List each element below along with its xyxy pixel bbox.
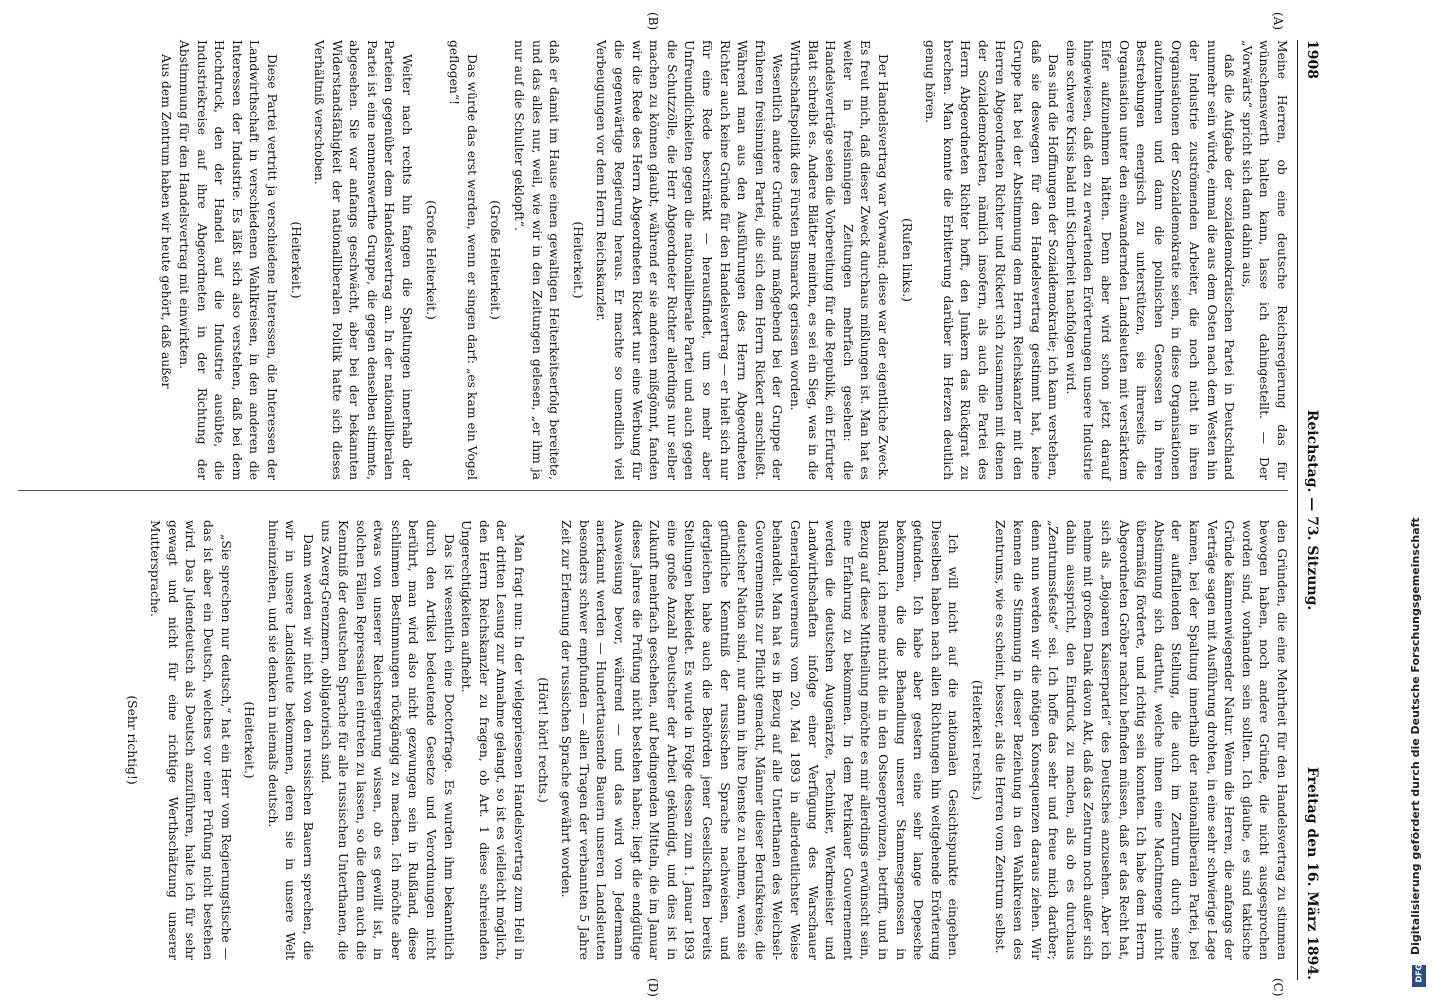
paragraph: Der Handelsvertrag war Vorwand; diese war der eigentliche Zweck. Es freut mich, daß dieser Zweck durchaus mißlungen ist. Man hat es weiter in freisinnigen Zeitungen mehrfach gesehen: die Handelsverträge seien die Vorbereitung für die Republik, ein Erfurter Blatt schreibt es. Andere Blätter meinten, es sei ein Sieg, was in die Wirthschaftspolitik des Fürsten Bismarck gerissen worden. [787,40,890,480]
interjection: (Hört! hört! rechts.) [535,677,550,803]
column-divider [18,490,1288,491]
left-column [157,40,1290,480]
paragraph: daß die Aufgabe der sozialdemokratischen Partei in Deutschland nunmehr sein würde, einmal die aus dem Osten nach dem Westen hin der Industrie zuströmenden Arbeiter, die noch nicht in ihren Organisationen der Sozialdemokratie seien, in diese Organisationen aufzunehmen und dann die polnischen Genossen in ihren Bestrebungen energisch zu unterstützen, sie ihrerseits die Organisation unter den einwandernden Landsleuten mit verstärktem Eifer aufzunehmen hätten. Denn aber wird schon jetzt darauf hingewiesen, daß den zu erwartenden Erörterungen unsere Industrie eine schwere Krisis bald mit Sicherheit nachfolgen wird. [1063,40,1237,480]
interjection: (Große Heiterkeit.) [423,200,438,320]
paragraph: Das sind die Hoffnungen der Sozialdemokratie; ich kann verstehen, daß sie deswegen für den Handelsvertrag gestimmt hat, keine Gruppe hat bei der Abstimmung dem Herrn Reichskanzler mit den Herren Abgeordneten Richter und Rickert sich zusammen mit denen der Sozialdemokraten, nämlich insofern, als auch die Partei des Herrn Abgeordneten Richter hofft, den Junkern das Rückgrat zu brechen. Man konnte die Erbitterung darüber im Herzen deutlich genug hören. [923,40,1061,480]
digitization-sidebar [1405,0,1432,1000]
interjection: (Heiterkeit rechts.) [969,679,984,801]
interjection: (Heiterkeit.) [242,701,257,779]
margin-mark-b: (B) [646,12,660,31]
paragraph: Man fragt nun: In der vielgepriesenen Handelsvertrag zum Heil in der dritten Lesung zur Annahme gelangt, so ist es vielleicht möglich, den Herrn Reichskanzler zu fragen, ob Art. 1 diese schreienden Ungerechtigkeiten aufhebt. [459,520,527,960]
paragraph: Wesentlich andere Gründe sind maßgebend bei der Gruppe der früheren freisinnigen Partei, die sich dem Herrn Rickert anschließt. Während man aus den Ausführungen des Herrn Abgeordneten Richter auch keine Gründe für den Handelsvertrag — er hielt sich nur für eine Rede beschränkt — herausfindet, um so mehr aber Unfreundlichkeiten gegen die nationalliberale Partei und auch gegen die Schutzzölle, die Herr Abgeordneter Richter allerdings nur selber machen zu können glaubt, während er sie anderen mißgönnt, fanden wir die Rede des Herrn Abgeordneten Rickert nur eine Werbung für die gegenwärtige Regierung heraus. Er machte so unendlich viel Verbeugungen vor dem Herrn Reichskanzler. [594,40,785,480]
paragraph: „Sie sprechen nur deutsch,“ hat ein Herr vom Regierungstische — das ist aber ein Deutsch, welches vor einer Prüfung nicht bestehen wird. Das Judendeutsch als Deutsch anzuführen, halte ich für sehr gewagt und nicht für eine richtige Werthschätzung unserer Muttersprache. [148,520,233,960]
session-title: Reichstag. — 73. Sitzung. [1304,409,1320,611]
paragraph: den Gründen, die eine Mehrheit für den Handelsvertrag zu stimmen bewogen haben, noch andere Gründe, die nicht ausgesprochen worden sind, vorhanden sein sollten. Ich glaube, es sind taktische Gründe kämmenwiegender Natur. Wenn die Herren, die anfangs der Verträge sagen mit Ausführung drohten, in eine sehr schwierige Lage kamen, bei der Spaltung innerhalb der nationalliberalen Partei, bei der auffallenden Stellung, die auch im Zentrum durch seine Abstimmung sich darthut, welche ihnen eine Machtmenge nicht übermäßig förderte, und richtig sein konnten. Ich habe dem Herrn Abgeordneten Gröber nachzu befinden müssen, daß er das Recht hat, sich als „Bojoaren Kaiserpartei“ des Deutsches anzusehen. Aber ich nehme mit großem Dank davon Akt, daß das Zentrum noch außer sich dahin ausspricht, den Eindruck zu machen, als ob es durchaus „Zentrumssfeste“ sei. Ich hoffe das sehr und freue mich darüber; denn nun werden wir die nötigen Konsequenzen daraus ziehen. Wir kennen die Stimmung in dieser Beziehung in den Wahlkreisen des Zentrums, wie es scheint, besser, als die Herren vom Zentrum selbst. [993,520,1289,960]
interjection: (Rufen links.) [899,218,914,302]
interjection: (Sehr richtig!) [124,695,139,785]
interjection: (Heiterkeit.) [288,221,303,299]
paragraph: daß er damit im Hause einen gewaltigen Heiterkeitserfolg bereitete, und das alles nur, weil, wie wir in den Zeitungen gelesen, „er ihm ja nur auf die Schulter geklopft“. [512,40,562,480]
paragraph: Aus dem Zentrum haben wir heute gehört, daß außer [159,54,174,389]
paragraph: Weiter nach rechts hin fangen die Spaltungen innerhalb der Parteien gegenüber dem Handelsvertrag an. In der nationalliberalen Partei ist eine nennenswerthe Gruppe, die gegen denselben stimmte, abgesehen. Sie war anfangs geschwächt, aber bei der bekannten Widerstandsfähigkeit der nationalliberalen Politik hatte sich dieses Verhältniß verschoben. [312,40,415,480]
margin-mark-d: (D) [646,978,660,997]
paragraph: Diese Partei vertritt ja verschiedene Interessen, die Interessen der Landwirthschaft in verschiedenen Wahlkreisen, in den anderen die Interessen der Industrie. Es läßt sich also verstehen, daß bei dem Hochdruck, den der Handel auf die Industrie ausübte, die Industriekreise auf ihre Abgeordneten in der Richtung der Abstimmung für den Handelsvertrag mit einwirkten. [176,40,279,480]
paragraph: Das ist wesentlich eine Doctorfrage. Es wurden ihm bekanntlich durch den Artikel bedeutende Gesetze und Verordnungen nicht berührt, man wird also nicht gezwungen sein in Rußland, diese schlimmen Bestimmungen rückgängig zu machen. Ich möchte aber etwas von unserer Reichsregierung wissen, ob es gewillt ist, in solchen Fällen Repressalien eintreten zu lassen, so die denn auch die Kenntniß der deutschen Sprache für alle russischen Unterthanen, die uns Zwerg-Grenzmern, obligatorisch sind. [318,520,456,960]
page-number: 1908 [1304,40,1320,79]
paragraph: Das würde das erst werden, wenn er singen darf: „es kam ein Vogel geflogen“! [447,40,479,480]
interjection: (Heiterkeit.) [570,221,585,299]
paragraph: Meine Herren, ob eine deutsche Reichsregierung das für wünschenswerth halten kann, lasse ich dahingestellt. — Der „Vorwärts“ spricht sich dann dahin aus, [1239,40,1289,480]
digitization-credit: Digitalisierung gefördert durch die Deutsche Forschungsgemeinschaft [1409,517,1422,955]
session-date: Freitag den 16. März 1894. [1304,766,1320,980]
interjection: (Große Heiterkeit.) [488,200,503,320]
page-header [1297,40,1320,980]
margin-mark-c: (C) [1271,978,1285,997]
dfg-logo-icon: DFG [1412,965,1426,987]
paragraph: Ich will nicht auf die nationalen Gesichtspunkte eingehen. Dieselben haben nach allen Richtungen hin weitgehende Erörterung gefunden. Ich habe aber gestern eine sehr lange Depesche bekommen, die die Behandlung unserer Stammesgenossen in Rußland, ich meine nicht die in den Ostseeprovinzen, betrifft, und in Bezug auf diese Mittheilung möchte es mir allerdings erwünscht sein, eine Erfahrung zu bekommen. In dem Petrikauer Gouvernement werden die deutschen Augenärzte, Techniker, Werkmeister und Landwirthschaften infolge einer Verfügung des Warschauer Generalgouverneurs vom 20. Mai 1893 in allerdeutlichster Weise behandelt. Man hat es in Bezug auf alle Unterthanen des Weichsel-Gouvernements zur Pflicht gemacht, Männer dieser Berufskreise, die deutscher Nation sind, nur dann in ihre Dienste zu nehmen, wenn sie gründliche Kenntniß der russischen Sprache nachweisen, und dergleichen habe auch die Behörden jener Gesellschaften bereits Stellungen bekleidet. Es wurde in Folge dessen zum 1. Januar 1893 eine große Anzahl Deutscher der Arbeit gekündigt, und dies ist in Zukunft mehrfach geschehen, auf bedingenden Mitteln, die im Januar dieses Jahres die Prüfung nicht bestehen haben; liegt die endgültige Ausweisung bevor, während — und das wird von Jedermann anerkannt werden — Hunderttausende Bauern unseren Landsleuten besonders schwer empfunden — allen Tragen der verbannten 5 Jahre Zeit zur Erlernung der russischen Sprache gewährt worden. [559,520,961,960]
margin-mark-a: (A) [1271,12,1285,31]
paragraph: Dann werden wir nicht von den russischen Bauern sprechen, die wir in unsere Landsleute bekommen, deren sie in unsere Welt hineinziehen, und sie denken in niemals deutsch. [265,520,315,960]
right-column [116,520,1290,960]
